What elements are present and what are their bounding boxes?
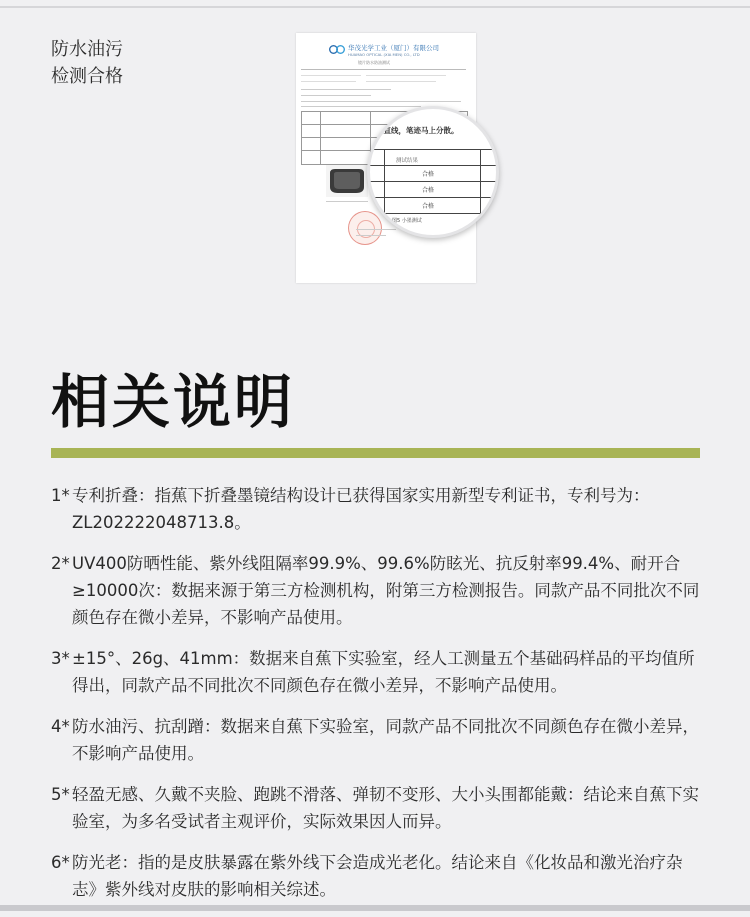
official-stamp xyxy=(348,211,382,245)
report-company-name-en: HUAMAO OPTICAL (XIA MEN) CO., LTD xyxy=(348,52,420,57)
notes-list xyxy=(51,482,700,917)
result-column-header: 测试结果 xyxy=(396,158,419,164)
section-accent-bar xyxy=(51,448,700,458)
note-text: ±15°、26g、41mm：数据来自蕉下实验室，经人工测量五个基础码样品的平均值所得出，同款产品不同批次不同颜色存在微小差异，不影响产品使用。 xyxy=(72,649,695,695)
caption-line-1: 防水油污 xyxy=(51,39,123,60)
bottom-divider xyxy=(0,905,750,911)
report-text-line xyxy=(301,89,391,90)
note-number: 1* xyxy=(51,486,70,505)
note-text: 专利折叠：指蕉下折叠墨镜结构设计已获得国家实用新型专利证书，专利号为：ZL202222048713.8。 xyxy=(72,486,650,532)
report-text-line xyxy=(366,75,446,76)
report-rule xyxy=(301,69,466,70)
note-item xyxy=(51,550,700,631)
glasses-photo xyxy=(326,165,368,197)
certificate-caption xyxy=(51,36,123,90)
report-text-line xyxy=(301,75,361,76)
top-divider xyxy=(0,6,750,8)
company-logo-icon xyxy=(329,44,345,55)
magnified-footer: 图5 小墨测试 xyxy=(392,218,422,224)
photo-caption-line xyxy=(326,201,368,202)
note-text: 轻盈无感、久戴不夹脸、跑跳不滑落、弹韧不变形、大小头围都能戴：结论来自蕉下实验室，为多名受试者主观评价，实际效果因人而异。 xyxy=(72,785,699,831)
result-cell: 合格 xyxy=(422,187,435,194)
caption-line-2: 检测合格 xyxy=(51,66,123,87)
note-text: 防水油污、抗刮蹭：数据来自蕉下实验室，同款产品不同批次不同颜色存在微小差异，不影响产品使用。 xyxy=(72,717,699,763)
report-text-line xyxy=(356,235,386,236)
result-cell: 合格 xyxy=(422,203,435,210)
note-number: 2* xyxy=(51,554,70,573)
report-text-line xyxy=(301,95,371,96)
report-text-line xyxy=(301,81,356,82)
note-text: 防光老：指的是皮肤暴露在紫外线下会造成光老化。结论来自《化妆品和激光治疗杂志》紫外线对皮肤的影响相关综述。 xyxy=(72,853,683,899)
report-title: 镜片防水防油测试 xyxy=(358,60,390,65)
note-number: 3* xyxy=(51,649,70,668)
note-item xyxy=(51,713,700,767)
report-text-line xyxy=(366,81,436,82)
section-title: 相关说明 xyxy=(51,368,296,436)
report-text-line xyxy=(356,229,396,230)
note-number: 6* xyxy=(51,853,70,872)
note-number: 4* xyxy=(51,717,70,736)
note-item xyxy=(51,645,700,699)
note-item xyxy=(51,781,700,835)
magnified-heading: 寸直线，笔迹马上分散。 xyxy=(376,126,459,135)
result-cell: 合格 xyxy=(422,171,435,178)
report-text-line xyxy=(301,101,461,102)
note-number: 5* xyxy=(51,785,70,804)
magnified-result-callout xyxy=(367,106,499,238)
report-text-line xyxy=(301,106,421,107)
report-company-name: 华茂光学工业（厦门）有限公司 xyxy=(348,44,439,52)
note-item xyxy=(51,482,700,536)
note-item xyxy=(51,849,700,903)
note-text: UV400防晒性能、紫外线阻隔率99.9%、99.6%防眩光、抗反射率99.4%、耐开合≥10000次：数据来源于第三方检测机构，附第三方检测报告。同款产品不同批次不同颜色存在微小差异，不影响产品使用。 xyxy=(72,554,700,627)
